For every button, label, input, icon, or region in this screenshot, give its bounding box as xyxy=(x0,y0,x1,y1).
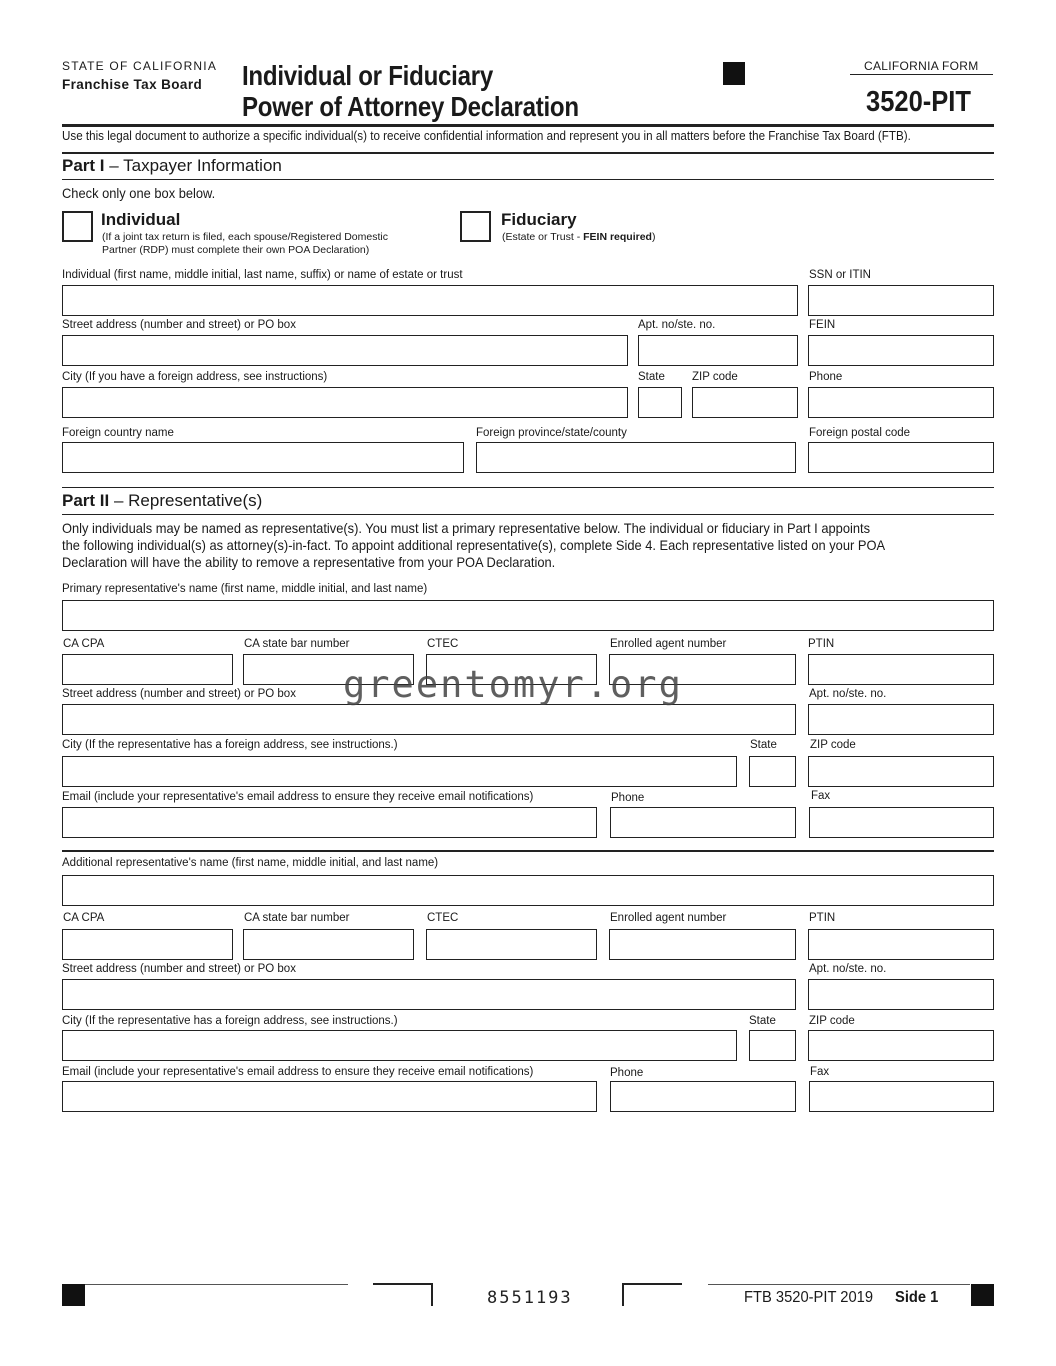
primary-city-field[interactable] xyxy=(62,756,737,787)
taxpayer-city-field[interactable] xyxy=(62,387,628,418)
fiduciary-note xyxy=(502,231,655,243)
additional-apt-label: Apt. no/ste. no. xyxy=(809,963,887,975)
additional-city-field[interactable] xyxy=(62,1030,737,1061)
taxpayer-city-label: City (If you have a foreign address, see instructions) xyxy=(62,371,328,383)
footer-code: 8551193 xyxy=(487,1288,573,1308)
primary-zip-label: ZIP code xyxy=(810,739,856,751)
footer-side: Side 1 xyxy=(895,1289,939,1306)
foreign-postal-field[interactable] xyxy=(808,442,994,473)
california-form-label: CALIFORNIA FORM xyxy=(864,59,979,73)
additional-rep-name-field[interactable] xyxy=(62,875,994,906)
primary-apt-label: Apt. no/ste. no. xyxy=(809,688,887,700)
taxpayer-apt-label: Apt. no/ste. no. xyxy=(638,319,716,331)
fein-label: FEIN xyxy=(809,319,836,331)
primary-phone-field[interactable] xyxy=(610,807,796,838)
fiduciary-note-c: ) xyxy=(651,231,656,243)
form-title-line1: Individual or Fiduciary xyxy=(242,60,493,91)
foreign-country-label: Foreign country name xyxy=(62,427,174,439)
footer-right-rule xyxy=(708,1284,970,1285)
primary-bar-label: CA state bar number xyxy=(244,638,350,650)
additional-bar-field[interactable] xyxy=(243,929,414,960)
individual-note-1: (If a joint tax return is filed, each spouse/Registered Domestic xyxy=(102,231,388,243)
header-rule xyxy=(62,124,994,127)
foreign-province-label: Foreign province/state/county xyxy=(476,427,627,439)
primary-street-label: Street address (number and street) or PO box xyxy=(62,688,296,700)
additional-phone-field[interactable] xyxy=(610,1081,796,1112)
fiduciary-checkbox[interactable] xyxy=(460,211,491,242)
foreign-province-field[interactable] xyxy=(476,442,796,473)
part2-intro-3: Declaration will have the ability to remove a representative from your POA Declaration. xyxy=(62,554,556,570)
part1-heading-label: Part I xyxy=(62,156,105,175)
taxpayer-name-field[interactable] xyxy=(62,285,798,316)
individual-label: Individual xyxy=(101,210,181,229)
additional-apt-field[interactable] xyxy=(808,979,994,1010)
part2-rule xyxy=(62,514,994,515)
fein-field[interactable] xyxy=(808,335,994,366)
primary-fax-label: Fax xyxy=(811,790,831,802)
board-label: Franchise Tax Board xyxy=(62,77,203,92)
additional-ca-cpa-label: CA CPA xyxy=(63,912,105,924)
primary-zip-field[interactable] xyxy=(808,756,994,787)
primary-ca-cpa-label: CA CPA xyxy=(63,638,105,650)
ssn-field[interactable] xyxy=(808,285,994,316)
primary-email-label: Email (include your representative's email address to ensure they receive email notifications) xyxy=(62,791,534,803)
additional-rep-name-label: Additional representative's name (first name, middle initial, and last name) xyxy=(62,857,439,869)
additional-email-label: Email (include your representative's email address to ensure they receive email notifications) xyxy=(62,1066,534,1078)
primary-rep-name-label: Primary representative's name (first name, middle initial, and last name) xyxy=(62,583,428,595)
footer-crop-mark-left xyxy=(373,1283,433,1306)
part2-heading xyxy=(62,491,262,511)
part1-heading-title: – Taxpayer Information xyxy=(104,156,282,175)
footer-right-mark xyxy=(971,1284,994,1306)
fiduciary-note-a: (Estate or Trust - xyxy=(502,231,584,243)
primary-ca-cpa-field[interactable] xyxy=(62,654,233,685)
additional-enrolled-label: Enrolled agent number xyxy=(610,912,727,924)
primary-state-field[interactable] xyxy=(749,756,796,787)
part1-rule xyxy=(62,179,994,180)
intro-text: Use this legal document to authorize a specific individual(s) to receive confidential information and represent you in all matters before the Franchise Tax Board (FTB). xyxy=(62,129,911,143)
additional-fax-field[interactable] xyxy=(809,1081,994,1112)
taxpayer-phone-label: Phone xyxy=(809,371,843,383)
additional-zip-field[interactable] xyxy=(808,1030,994,1061)
form-label-rule xyxy=(850,74,993,75)
additional-ptin-field[interactable] xyxy=(808,929,994,960)
state-label: STATE OF CALIFORNIA xyxy=(62,59,218,73)
additional-ptin-label: PTIN xyxy=(809,912,836,924)
additional-ctec-field[interactable] xyxy=(426,929,597,960)
footer-left-mark xyxy=(62,1284,85,1306)
part1-heading xyxy=(62,156,282,176)
taxpayer-state-field[interactable] xyxy=(638,387,682,418)
form-title-line2: Power of Attorney Declaration xyxy=(242,91,579,122)
check-instruction: Check only one box below. xyxy=(62,185,216,201)
additional-zip-label: ZIP code xyxy=(809,1015,855,1027)
primary-ctec-label: CTEC xyxy=(427,638,459,650)
additional-state-label: State xyxy=(749,1015,776,1027)
taxpayer-apt-field[interactable] xyxy=(638,335,798,366)
primary-email-field[interactable] xyxy=(62,807,597,838)
rep-separator xyxy=(62,850,994,852)
part2-top-rule xyxy=(62,487,994,488)
primary-apt-field[interactable] xyxy=(808,704,994,735)
footer-crop-mark-right xyxy=(622,1283,682,1306)
primary-street-field[interactable] xyxy=(62,704,796,735)
footer-left-rule xyxy=(85,1284,348,1285)
part2-intro-1: Only individuals may be named as representative(s). You must list a primary representative below. The individual or fiduciary in Part I appoints xyxy=(62,520,871,536)
primary-city-label: City (If the representative has a foreign address, see instructions.) xyxy=(62,739,398,751)
primary-fax-field[interactable] xyxy=(809,807,994,838)
additional-email-field[interactable] xyxy=(62,1081,597,1112)
primary-state-label: State xyxy=(750,739,777,751)
taxpayer-name-label: Individual (first name, middle initial, last name, suffix) or name of estate or trust xyxy=(62,269,463,281)
taxpayer-street-label: Street address (number and street) or PO box xyxy=(62,319,296,331)
part2-heading-label: Part II xyxy=(62,491,110,510)
foreign-postal-label: Foreign postal code xyxy=(809,427,911,439)
foreign-country-field[interactable] xyxy=(62,442,464,473)
additional-street-field[interactable] xyxy=(62,979,796,1010)
taxpayer-zip-label: ZIP code xyxy=(692,371,738,383)
registration-mark xyxy=(723,62,745,85)
part2-intro-2: the following individual(s) as attorney(s)-in-fact. To appoint additional representative(s), complete Side 4. Each representative listed on your POA xyxy=(62,537,886,553)
footer-form-year: FTB 3520-PIT 2019 xyxy=(744,1289,874,1306)
additional-enrolled-field[interactable] xyxy=(609,929,796,960)
intro-rule xyxy=(62,152,994,154)
form-number: 3520-PIT xyxy=(866,86,971,118)
additional-bar-label: CA state bar number xyxy=(244,912,350,924)
fiduciary-note-b: FEIN required xyxy=(583,231,652,243)
watermark-text: greentomyr.org xyxy=(343,663,683,706)
taxpayer-state-label: State xyxy=(638,371,665,383)
additional-street-label: Street address (number and street) or PO box xyxy=(62,963,296,975)
individual-checkbox[interactable] xyxy=(62,211,93,242)
additional-ctec-label: CTEC xyxy=(427,912,459,924)
additional-ca-cpa-field[interactable] xyxy=(62,929,233,960)
fiduciary-label: Fiduciary xyxy=(501,210,577,229)
primary-ptin-field[interactable] xyxy=(808,654,994,685)
additional-state-field[interactable] xyxy=(749,1030,796,1061)
primary-enrolled-label: Enrolled agent number xyxy=(610,638,727,650)
individual-note-2: Partner (RDP) must complete their own POA Declaration) xyxy=(102,244,370,256)
part2-heading-title: – Representative(s) xyxy=(109,491,263,510)
primary-rep-name-field[interactable] xyxy=(62,600,994,631)
ssn-label: SSN or ITIN xyxy=(809,269,871,281)
primary-ptin-label: PTIN xyxy=(808,638,835,650)
taxpayer-zip-field[interactable] xyxy=(692,387,798,418)
additional-fax-label: Fax xyxy=(810,1066,830,1078)
additional-phone-label: Phone xyxy=(610,1067,644,1079)
taxpayer-phone-field[interactable] xyxy=(808,387,994,418)
primary-phone-label: Phone xyxy=(611,792,645,804)
additional-city-label: City (If the representative has a foreign address, see instructions.) xyxy=(62,1015,398,1027)
taxpayer-street-field[interactable] xyxy=(62,335,628,366)
